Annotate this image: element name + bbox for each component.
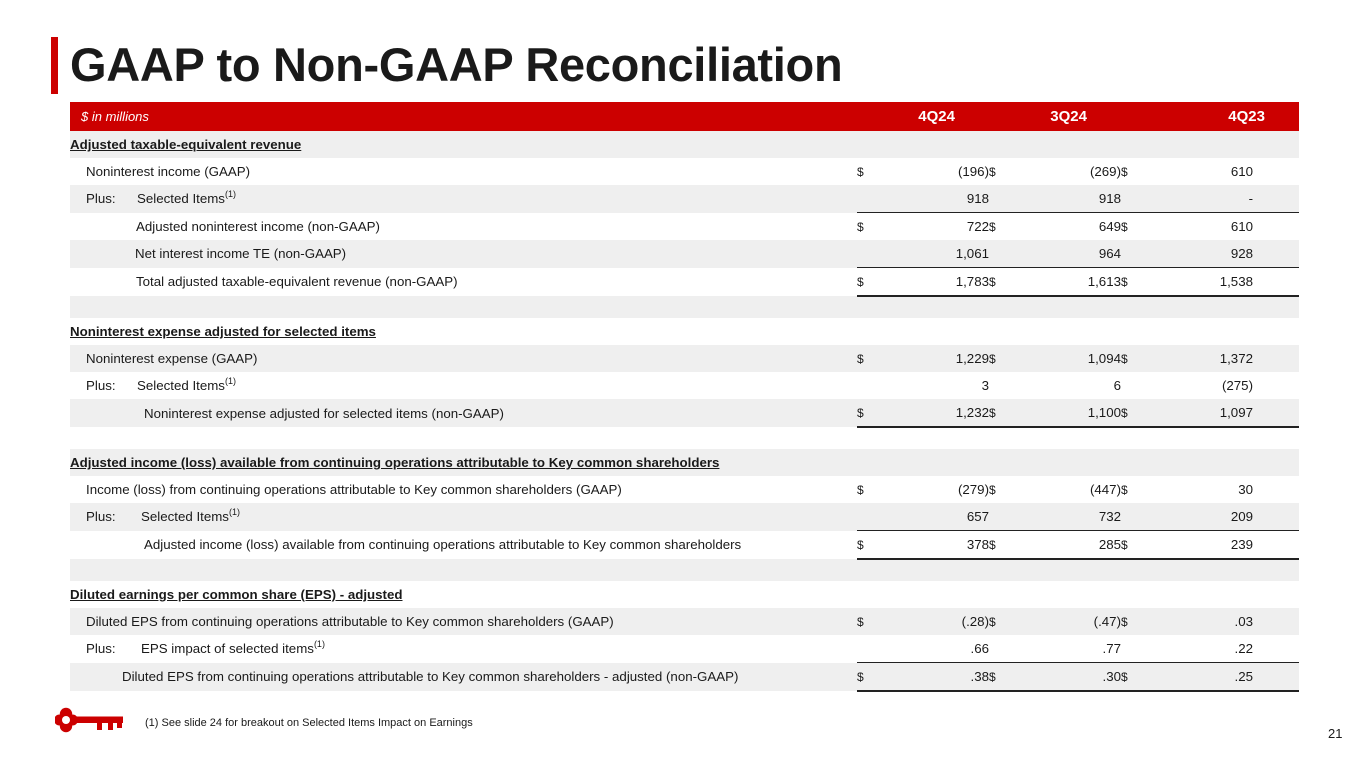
value-4q23: 1,538 xyxy=(1148,268,1299,297)
value-3q24: 1,100 xyxy=(1016,399,1121,427)
row-label: Selected Items xyxy=(137,191,225,207)
table-row xyxy=(70,399,1299,427)
value-4q23: 209 xyxy=(1148,503,1299,531)
dollar-sign: $ xyxy=(857,663,884,692)
table-row xyxy=(70,185,1299,213)
table-row xyxy=(70,345,1299,372)
dollar-sign: $ xyxy=(1121,268,1148,297)
period-header: 4Q23 xyxy=(1121,102,1299,131)
page-title: GAAP to Non-GAAP Reconciliation xyxy=(70,38,843,91)
value-4q24: 722 xyxy=(966,219,989,234)
table-header-row xyxy=(70,102,1299,131)
value-4q24: (279) xyxy=(957,482,989,497)
value-3q24: (269) xyxy=(1089,164,1121,179)
value-4q24: 657 xyxy=(884,503,989,531)
dollar-sign: $ xyxy=(989,399,1016,427)
value-4q23: 1,372 xyxy=(1148,345,1299,372)
section-heading-row xyxy=(70,449,1299,476)
row-label: Diluted EPS from continuing operations attributable to Key common shareholders - adjusted (non-GAAP) xyxy=(122,669,739,685)
row-label: Income (loss) from continuing operations attributable to Key common shareholders (GAAP) xyxy=(86,482,622,497)
row-label: Net interest income TE (non-GAAP) xyxy=(135,246,347,262)
value-4q23: 610 xyxy=(1230,164,1253,179)
value-4q24: 378 xyxy=(884,531,989,560)
dollar-sign: $ xyxy=(1121,219,1128,234)
dollar-sign: $ xyxy=(989,663,1016,692)
row-label: Selected Items xyxy=(137,378,225,393)
row-label: Total adjusted taxable-equivalent revenue (non-GAAP) xyxy=(136,274,458,290)
table-row xyxy=(70,158,1299,185)
dollar-sign: $ xyxy=(857,531,884,560)
value-4q24: 3 xyxy=(981,378,989,393)
value-3q24: 918 xyxy=(1016,185,1121,213)
value-4q24: (.28) xyxy=(884,608,989,635)
value-4q23: 1,097 xyxy=(1148,399,1299,427)
row-label: Selected Items xyxy=(141,509,229,525)
dollar-sign: $ xyxy=(857,345,884,372)
dollar-sign: $ xyxy=(989,608,1016,635)
page-number: 21 xyxy=(1328,726,1343,741)
section-heading: Noninterest expense adjusted for selected items xyxy=(70,324,376,339)
table-row xyxy=(70,635,1299,663)
row-prefix: Plus: xyxy=(86,641,116,657)
dollar-sign: $ xyxy=(989,482,996,497)
value-4q24: 1,229 xyxy=(884,345,989,372)
dollar-sign: $ xyxy=(1121,608,1148,635)
value-3q24: 285 xyxy=(1016,531,1121,560)
table-row xyxy=(70,608,1299,635)
dollar-sign: $ xyxy=(1121,663,1148,692)
row-label: Adjusted noninterest income (non-GAAP) xyxy=(136,218,380,234)
reconciliation-table xyxy=(70,102,1299,692)
dollar-sign: $ xyxy=(1121,345,1148,372)
table-row xyxy=(70,476,1299,503)
value-4q24: 1,232 xyxy=(884,399,989,427)
section-heading: Diluted earnings per common share (EPS) - adjusted xyxy=(70,587,403,602)
table-row xyxy=(70,240,1299,268)
value-4q23: .25 xyxy=(1148,663,1299,692)
table-row xyxy=(70,503,1299,531)
key-icon xyxy=(55,706,125,741)
table-row xyxy=(70,213,1299,241)
row-prefix: Plus: xyxy=(86,378,116,393)
value-4q24: .38 xyxy=(884,663,989,692)
footnote-ref: (1) xyxy=(313,639,325,650)
table-row xyxy=(70,531,1299,560)
spacer-row xyxy=(70,559,1299,581)
value-4q24: 918 xyxy=(884,185,989,213)
table-row xyxy=(70,268,1299,297)
dollar-sign: $ xyxy=(1121,482,1128,497)
footnote: (1) See slide 24 for breakout on Selected Items Impact on Earnings xyxy=(145,717,473,729)
value-4q24: (196) xyxy=(957,164,989,179)
section-heading-row xyxy=(70,581,1299,608)
value-3q24: .30 xyxy=(1016,663,1121,692)
units-label: $ in millions xyxy=(70,102,857,131)
dollar-sign: $ xyxy=(857,164,864,179)
spacer-row xyxy=(70,427,1299,449)
value-4q23: - xyxy=(1148,185,1299,213)
title-accent-bar xyxy=(51,37,58,94)
dollar-sign: $ xyxy=(1121,531,1148,560)
value-4q23: .22 xyxy=(1148,635,1299,663)
dollar-sign: $ xyxy=(857,399,884,427)
dollar-sign: $ xyxy=(1121,164,1128,179)
section-heading: Adjusted taxable-equivalent revenue xyxy=(70,137,302,152)
row-label: Noninterest expense adjusted for selected items (non-GAAP) xyxy=(144,405,504,421)
period-header: 3Q24 xyxy=(989,102,1121,131)
value-4q24: 1,061 xyxy=(884,240,989,268)
dollar-sign: $ xyxy=(989,531,1016,560)
row-label: Noninterest expense (GAAP) xyxy=(86,351,258,366)
value-4q24: .66 xyxy=(884,635,989,663)
dollar-sign: $ xyxy=(857,482,864,497)
value-4q23: 30 xyxy=(1238,482,1253,497)
row-prefix: Plus: xyxy=(86,191,116,207)
row-prefix: Plus: xyxy=(86,509,116,525)
value-3q24: 1,094 xyxy=(1016,345,1121,372)
dollar-sign: $ xyxy=(1121,399,1148,427)
value-3q24: 732 xyxy=(1016,503,1121,531)
dollar-sign: $ xyxy=(857,219,864,234)
value-3q24: 964 xyxy=(1016,240,1121,268)
value-3q24: 649 xyxy=(1098,219,1121,234)
section-heading-row xyxy=(70,131,1299,158)
table-row xyxy=(70,372,1299,399)
spacer-row xyxy=(70,296,1299,318)
row-label: EPS impact of selected items xyxy=(141,641,314,657)
value-3q24: 1,613 xyxy=(1016,268,1121,297)
value-3q24: (.47) xyxy=(1016,608,1121,635)
section-heading-row xyxy=(70,318,1299,345)
row-label: Adjusted income (loss) available from continuing operations attributable to Key common shareholders xyxy=(144,537,742,553)
row-label: Noninterest income (GAAP) xyxy=(86,164,251,179)
footnote-ref: (1) xyxy=(224,376,236,386)
table-row xyxy=(70,663,1299,692)
value-4q23: 239 xyxy=(1148,531,1299,560)
value-4q24: 1,783 xyxy=(884,268,989,297)
footnote-ref: (1) xyxy=(224,189,236,200)
dollar-sign: $ xyxy=(857,268,884,297)
dollar-sign: $ xyxy=(989,345,1016,372)
dollar-sign: $ xyxy=(989,268,1016,297)
value-4q23: 610 xyxy=(1230,219,1253,234)
dollar-sign: $ xyxy=(989,164,996,179)
dollar-sign: $ xyxy=(857,608,884,635)
value-4q23: .03 xyxy=(1148,608,1299,635)
value-4q23: (275) xyxy=(1221,378,1253,393)
footnote-ref: (1) xyxy=(228,507,240,518)
section-heading: Adjusted income (loss) available from continuing operations attributable to Key common shareholders xyxy=(70,455,720,470)
dollar-sign: $ xyxy=(989,219,996,234)
value-4q23: 928 xyxy=(1148,240,1299,268)
row-label: Diluted EPS from continuing operations attributable to Key common shareholders (GAAP) xyxy=(86,614,614,629)
period-header: 4Q24 xyxy=(857,102,989,131)
value-3q24: .77 xyxy=(1016,635,1121,663)
value-3q24: 6 xyxy=(1113,378,1121,393)
value-3q24: (447) xyxy=(1089,482,1121,497)
